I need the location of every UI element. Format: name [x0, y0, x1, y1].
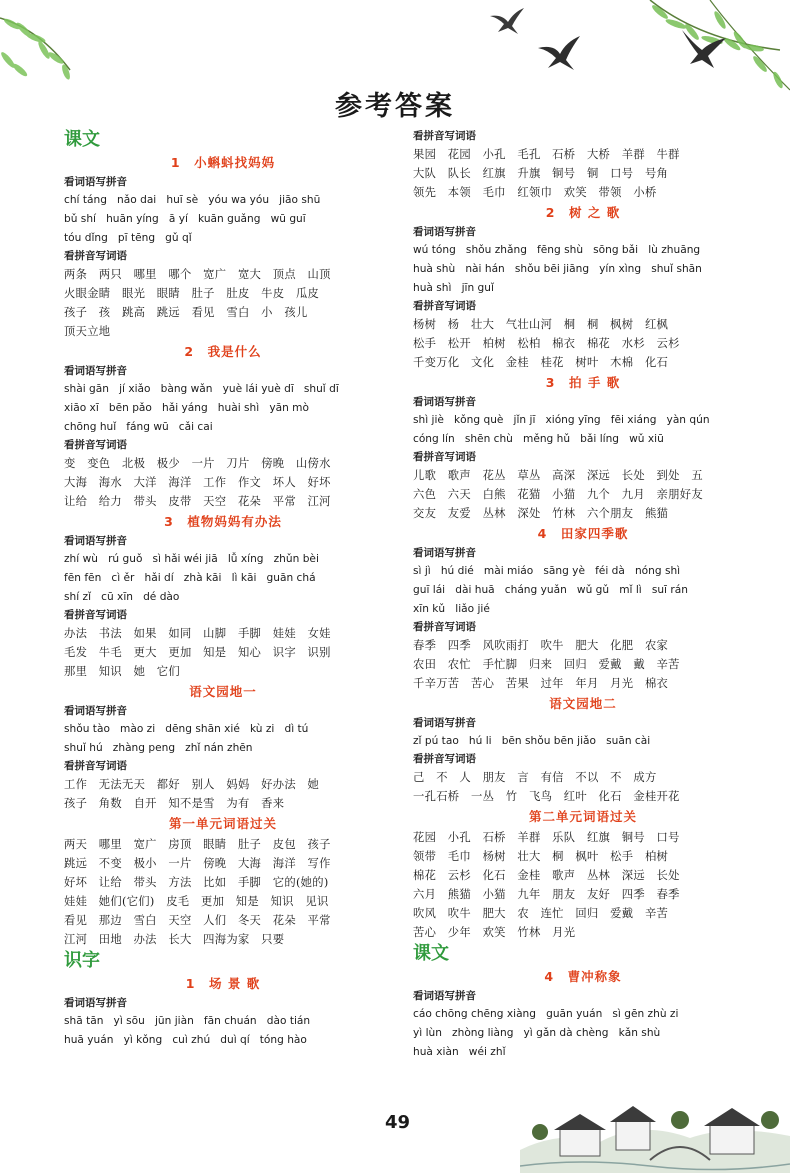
word-answer-line: 六色 六天 白熊 花猫 小猫 九个 九月 亲朋好友 [413, 488, 703, 501]
exercise-heading: 看词语写拼音 [413, 717, 476, 729]
pinyin-answer-line: shì jiè kǒng què jǐn jī xióng yīng fēi xiáng yàn qún [413, 414, 710, 426]
word-answer-line: 千变万化 文化 金桂 桂花 树叶 木棉 化石 [413, 356, 669, 369]
word-answer-line: 大海 海水 大洋 海洋 工作 作文 坏人 好坏 [64, 476, 331, 489]
village-landscape-illustration [520, 1080, 790, 1173]
left-answer-column [64, 128, 382, 1050]
exercise-heading: 看拼音写词语 [413, 130, 476, 142]
exercise-heading: 看拼音写词语 [413, 753, 476, 765]
pinyin-answer-line: yì lùn zhòng liàng yì gǎn dà chèng kǎn shù [413, 1027, 661, 1039]
lesson-title: 3 拍 手 歌 [545, 375, 621, 390]
word-answer-line: 领先 本领 毛巾 红领巾 欢笑 带领 小桥 [413, 186, 657, 199]
word-answer-line: 杨树 杨 壮大 气壮山河 桐 桐 枫树 红枫 [413, 318, 669, 331]
word-answer-line: 工作 无法无天 都好 别人 妈妈 好办法 她 [64, 778, 320, 791]
exercise-heading: 看词语写拼音 [413, 547, 476, 559]
word-answer-line: 顶天立地 [64, 325, 111, 338]
word-answer-line: 花园 小孔 石桥 羊群 乐队 红旗 铜号 口号 [413, 831, 680, 844]
lesson-title: 2 我是什么 [184, 344, 262, 359]
pinyin-answer-line: cáo chōng chēng xiàng guān yuán sì gēn zhù zi [413, 1008, 679, 1020]
word-answer-line: 两天 哪里 宽广 房顶 眼睛 肚子 皮包 孩子 [64, 838, 331, 851]
word-answer-line: 儿歌 歌声 花丛 草丛 高深 深远 长处 到处 五 [413, 469, 703, 482]
lesson-title: 第二单元词语过关 [528, 809, 637, 824]
word-answer-line: 好坏 让给 带头 方法 比如 手脚 它的(她的) [64, 876, 329, 889]
word-answer-line: 两条 两只 哪里 哪个 宽广 宽大 顶点 山顶 [64, 268, 331, 281]
pinyin-answer-line: fēn fēn cì ěr hǎi dí zhà kāi lì kāi guān chá [64, 572, 316, 584]
pinyin-answer-line: cóng lín shēn chù měng hǔ bǎi líng wǔ xiū [413, 433, 664, 445]
pinyin-answer-line: zǐ pú tao hú li bēn shǒu bēn jiǎo suān cài [413, 735, 651, 747]
word-answer-line: 己 不 人 朋友 言 有信 不以 不 成方 [413, 771, 657, 784]
pinyin-answer-line: zhí wù rú guǒ sì hǎi wéi jiā lǚ xíng zhǔn bèi [64, 553, 319, 565]
pinyin-answer-line: shuǐ hú zhàng peng zhǐ nán zhēn [64, 742, 253, 754]
swallow-bird-icon [536, 34, 582, 72]
pinyin-answer-line: shài gān jí xiǎo bàng wǎn yuè lái yuè dī shuǐ dī [64, 383, 339, 395]
exercise-heading: 看词语写拼音 [413, 990, 476, 1002]
lesson-title: 语文园地二 [549, 696, 617, 711]
lesson-title: 1 场 景 歌 [185, 976, 261, 991]
pinyin-answer-line: huā yuán yì kǒng cuì zhú duì qí tóng hào [64, 1034, 307, 1046]
right-answer-column [413, 128, 753, 1062]
word-answer-line: 棉花 云杉 化石 金桂 歌声 丛林 深远 长处 [413, 869, 680, 882]
pinyin-answer-line: chí táng nǎo dai huī sè yóu wa yóu jiāo shū [64, 194, 321, 206]
word-answer-line: 毛发 牛毛 更大 更加 知是 知心 识字 识别 [64, 646, 331, 659]
exercise-heading: 看词语写拼音 [413, 226, 476, 238]
swallow-bird-icon [680, 26, 728, 70]
exercise-heading: 看词语写拼音 [413, 396, 476, 408]
pinyin-answer-line: chōng huǐ fáng wū cǎi cai [64, 421, 213, 433]
section-heading: 课文 [413, 943, 449, 964]
word-answer-line: 交友 友爱 丛林 深处 竹林 六个朋友 熊猫 [413, 507, 669, 520]
pinyin-answer-line: xiāo xī bēn pǎo hǎi yáng huài shì yān mò [64, 402, 309, 414]
lesson-title: 1 小蝌蚪找妈妈 [170, 155, 276, 170]
swallow-bird-icon [488, 6, 526, 36]
pinyin-answer-line: tóu dǐng pī tēng gǔ qǐ [64, 232, 192, 244]
lesson-title: 3 植物妈妈有办法 [164, 514, 282, 529]
word-answer-line: 农田 农忙 手忙脚 归来 回归 爱戴 戴 辛苦 [413, 658, 680, 671]
pinyin-answer-line: wú tóng shǒu zhǎng fēng shù sōng bǎi lù zhuāng [413, 244, 701, 256]
pinyin-answer-line: xīn kǔ liǎo jié [413, 603, 490, 615]
word-answer-line: 孩子 孩 跳高 跳远 看见 雪白 小 孩儿 [64, 306, 308, 319]
word-answer-line: 火眼金睛 眼光 眼睛 肚子 肚皮 牛皮 瓜皮 [64, 287, 320, 300]
word-answer-line: 娃娃 她们(它们) 皮毛 更加 知是 知识 见识 [64, 895, 329, 908]
page-title: 参考答案 [335, 91, 455, 122]
section-heading: 识字 [64, 950, 100, 971]
pinyin-answer-line: shí zǐ cū xīn dé dào [64, 591, 180, 603]
lesson-title: 4 曹冲称象 [544, 969, 622, 984]
lesson-title: 4 田家四季歌 [537, 526, 629, 541]
word-answer-line: 那里 知识 她 它们 [64, 665, 180, 678]
word-answer-line: 大队 队长 红旗 升旗 铜号 铜 口号 号角 [413, 167, 669, 180]
exercise-heading: 看词语写拼音 [64, 535, 127, 547]
exercise-heading: 看词语写拼音 [64, 705, 127, 717]
lesson-title: 2 树 之 歌 [545, 205, 621, 220]
pinyin-answer-line: huà xiàn wéi zhǐ [413, 1046, 506, 1058]
word-answer-line: 让给 给力 带头 皮带 天空 花朵 平常 江河 [64, 495, 331, 508]
word-answer-line: 吹风 吹牛 肥大 农 连忙 回归 爱戴 辛苦 [413, 907, 669, 920]
word-answer-line: 六月 熊猫 小猫 九年 朋友 友好 四季 春季 [413, 888, 680, 901]
word-answer-line: 苦心 少年 欢笑 竹林 月光 [413, 926, 576, 939]
pinyin-answer-line: huà shù nài hán shǒu bēi jiāng yín xìng shuǐ shān [413, 263, 702, 275]
exercise-heading: 看词语写拼音 [64, 997, 127, 1009]
word-answer-line: 千辛万苦 苦心 苦果 过年 年月 月光 棉衣 [413, 677, 669, 690]
exercise-heading: 看拼音写词语 [413, 300, 476, 312]
exercise-heading: 看拼音写词语 [413, 621, 476, 633]
page-number: 49 [385, 1112, 411, 1133]
pinyin-answer-line: shǒu tào mào zi dēng shān xié kù zi dì tú [64, 723, 309, 735]
word-answer-line: 一孔石桥 一丛 竹 飞鸟 红叶 化石 金桂开花 [413, 790, 680, 803]
pinyin-answer-line: guī lái dài huā cháng yuǎn wǔ gǔ mǐ lì suī rán [413, 584, 688, 596]
word-answer-line: 办法 书法 如果 如同 山脚 手脚 娃娃 女娃 [64, 627, 331, 640]
pinyin-answer-line: shā tān yì sōu jūn jiàn fān chuán dào tián [64, 1015, 311, 1027]
exercise-heading: 看拼音写词语 [64, 439, 127, 451]
pinyin-answer-line: bǔ shí huān yíng ā yí kuān guǎng wū guī [64, 213, 306, 225]
pinyin-answer-line: sì jì hú dié mài miáo sāng yè féi dà nóng shì [413, 565, 681, 577]
exercise-heading: 看拼音写词语 [64, 250, 127, 262]
word-answer-line: 春季 四季 风吹雨打 吹牛 肥大 化肥 农家 [413, 639, 669, 652]
exercise-heading: 看词语写拼音 [64, 365, 127, 377]
exercise-heading: 看词语写拼音 [64, 176, 127, 188]
word-answer-line: 孩子 角数 自开 知不是雪 为有 香来 [64, 797, 285, 810]
word-answer-line: 果园 花园 小孔 毛孔 石桥 大桥 羊群 牛群 [413, 148, 680, 161]
word-answer-line: 江河 田地 办法 长大 四海为家 只要 [64, 933, 285, 946]
word-answer-line: 松手 松开 柏树 松柏 棉衣 棉花 水杉 云杉 [413, 337, 680, 350]
pinyin-answer-line: huà shì jīn guǐ [413, 282, 494, 294]
word-answer-line: 变 变色 北极 极少 一片 刀片 傍晚 山傍水 [64, 457, 331, 470]
lesson-title: 语文园地一 [189, 684, 257, 699]
exercise-heading: 看拼音写词语 [64, 760, 127, 772]
section-heading: 课文 [64, 129, 100, 150]
exercise-heading: 看拼音写词语 [413, 451, 476, 463]
word-answer-line: 看见 那边 雪白 天空 人们 冬天 花朵 平常 [64, 914, 331, 927]
word-answer-line: 领带 毛巾 杨树 壮大 桐 枫叶 松手 柏树 [413, 850, 669, 863]
exercise-heading: 看拼音写词语 [64, 609, 127, 621]
word-answer-line: 跳远 不变 极小 一片 傍晚 大海 海洋 写作 [64, 857, 331, 870]
lesson-title: 第一单元词语过关 [168, 816, 277, 831]
